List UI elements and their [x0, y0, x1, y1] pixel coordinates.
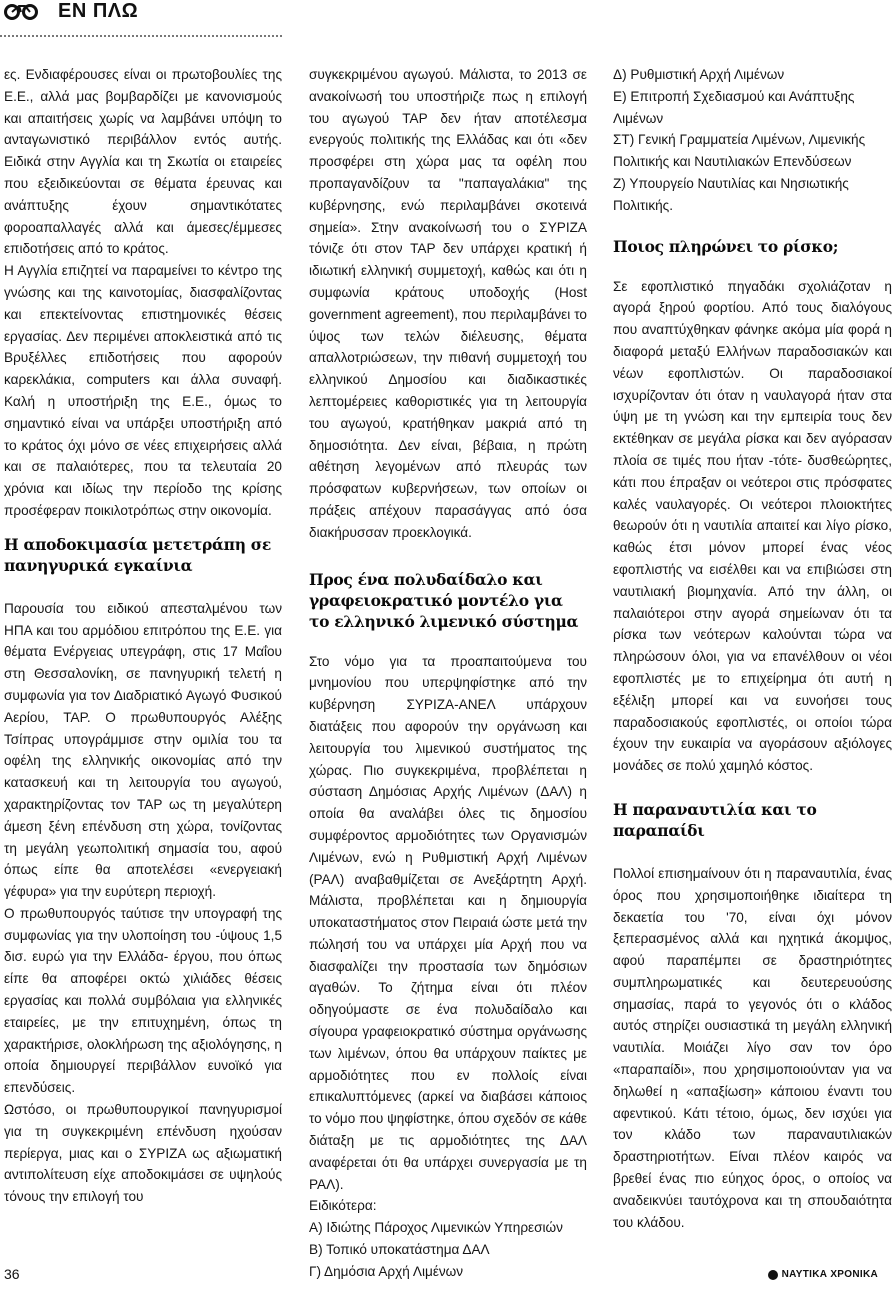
- paragraph: συγκεκριμένου αγωγού. Μάλιστα, το 2013 σε ανακοίνωσή του υποστήριζε πως η επιλογή του αγωγού TAP δεν ήταν αποτέλεσμα ενεργούς πολιτικής της Ελλάδας και ότι «δεν προσφέρει στη χώρα μας τα οφέλη που προπαγανδίζουν τα "παπαγαλάκια" της κυβέρνησης, ενώ περιλαμβάνει σκοτεινά σημεία». Στην ανακοίνωσή του ο ΣΥΡΙΖΑ τόνιζε ότι στον TAP δεν υπάρχει κρατική ή ιδιωτική ελληνική συμμετοχή, καθώς και ότι η συμφωνία κράτους υποδοχής (Host government agreement), που περιλαμβάνει το ύψος των τελών διέλευσης, θέματα απαλλοτριώσεων, την πιθανή συμμετοχή του ελληνικού Δημοσίου και διαδικαστικές λεπτομέρειες καθοριστικές για τη λειτουργία του αγωγού, κρατήθηκαν μακριά από τη δημοσιότητα. Δεν είναι, βέβαια, η πρώτη αθέτηση λεγομένων από πλευράς των πρόσφατων κυβερνήσεων, των οποίων οι πράξεις απέχουν παρασάγγας από όσα διακήρυσσαν προεκλογικά.: [309, 67, 587, 540]
- list-item: Β) Τοπικό υποκατάστημα ΔΑΛ: [309, 1242, 490, 1258]
- article-column-2: [309, 64, 587, 1283]
- article-column-1: [4, 64, 282, 1208]
- paragraph: Στο νόμο για τα προαπαιτούμενα του μνημονίου που υπερψηφίστηκε από την κυβέρνηση ΣΥΡΙΖΑ-ΑΝΕΛ υπάρχουν διατάξεις που αφορούν την οργάνωση και λειτουργία του λιμενικού συστήματος της χώρας. Πιο συγκεκριμένα, προβλέπεται η σύσταση Δημόσιας Αρχής Λιμένων (ΔΑΛ) η οποία θα αναλάβει όλες τις δημοσίου συμφέροντος αρμοδιότητες των Οργανισμών Λιμένων, ενώ η Ρυθμιστική Αρχή Λιμένων (ΡΑΛ) αναβαθμίζεται σε Ανεξάρτητη Αρχή. Μάλιστα, προβλέπεται και η δημιουργία υποκαταστήματος στον Πειραιά ώστε μετά την πώλησή του να υπάρχει μία Αρχή που να διασφαλίζει την προστασία των δημόσιων αγαθών. Το ζήτημα είναι ότι πλέον οδηγούμαστε σε ένα πολυδαίδαλο και σίγουρα γραφειοκρατικό σύστημα οργάνωσης των λιμένων, όπου θα υπάρχουν παίκτες με αρμοδιότητες που εν πολλοίς είναι επικαλυπτόμενες (αρκεί να διαβάσει κάποιος το νόμο που ψηφίστηκε, όπου σχεδόν σε κάθε διάταξη με τις αρμοδιότητες της ΔΑΛ αναφέρεται ότι θα υπάρχει συνεργασία με τη ΡΑΛ).: [309, 653, 587, 1192]
- brand-logo-icon: [768, 1270, 778, 1280]
- paragraph: ες. Ενδιαφέρουσες είναι οι πρωτοβουλίες της Ε.Ε., αλλά μας βομβαρδίζει με κανονισμούς και απαιτήσεις χωρίς να λαμβάνει υπόψη το ανταγωνιστικό περιβάλλον εντός αυτής. Ειδικά στην Αγγλία και τη Σκωτία οι εταιρείες που εξειδικεύονται σε θέματα έρευνας και ανάπτυξης έχουν σημαντικότατες φοροαπαλλαγές αλλά και άμεσες/έμμεσες επιδοτήσεις από το κράτος.: [4, 67, 282, 257]
- list-item: Α) Ιδιώτης Πάροχος Λιμενικών Υπηρεσιών: [309, 1220, 563, 1236]
- list-item: Δ) Ρυθμιστική Αρχή Λιμένων: [613, 67, 785, 82]
- paragraph: Σε εφοπλιστικό πηγαδάκι σχολιάζοταν η αγορά ξηρού φορτίου. Από τους διαλόγους που αναπτύχθηκαν φάνηκε ακόμα μία φορά η διαφορά μεταξύ Ελλήνων παραδοσιακών και νέων εφοπλιστών. Οι παραδοσιακοί ισχυρίζονταν ότι όταν η ναυλαγορά ήταν στα ύψη με τη γνώση και την εμπειρία τους δεν εκτέθηκαν σε μεγάλα ρίσκα και δεν αγόρασαν πλοία σε τιμές που ήταν -τότε- δυσθεώρητες, κάτι που έπραξαν οι νεότεροι στις πρόσφατες καλές ναυλαγορές. Οι νεότεροι πλοιοκτήτες θεωρούν ότι η ναυτιλία απαιτεί και λίγο ρίσκο, καθώς έτσι μόνον μπορεί ένας νέος εφοπλιστής να εισέλθει και να επιβιώσει στη ναυτιλιακή βιομηχανία. Από την άλλη, οι παλαιότεροι στην αγορά σημείωναν ότι τα ρίσκα των νεότερων καλούνται τώρα να πληρώσουν όλοι, για να επανέλθουν οι νέοι εφοπλιστές με το επιχείρημα ότι αυτή η εξέλιξη μπορεί και να ευνοήσει τους παραδοσιακούς εφοπλιστές, οι οποίοι τώρα έχουν την ευκαιρία να αγοράσουν αξιόλογες μονάδες σε πολύ χαμηλό κόστος.: [613, 278, 892, 774]
- paragraph: Πολλοί επισημαίνουν ότι η παραναυτιλία, ένας όρος που χρησιμοποιήθηκε ιδιαίτερα τη δεκαετία του '70, είναι όχι μόνον ξεπερασμένος αλλά και ηχητικά άκομψος, αφού παραπέμπει σε δραστηριότητες συμπληρωματικές και δευτερευούσης σημασίας, παρά το γεγονός ότι ο κλάδος αυτός στηρίζει ουσιαστικά τη μεγάλη ελληνική ναυτιλία. Μοιάζει λίγο σαν τον όρο «παραπαίδι», που χρησιμοποιούνταν για να δηλωθεί η «απαξίωση» κάποιου έναντι του αφεντικού. Κάτι τέτοιο, όμως, δεν ισχύει για τον κλάδο των παραναυτιλιακών δραστηριοτήτων. Είναι πλέον καιρός να βρεθεί ένας πιο εύηχος όρος, ο οποίος να αναδεικνύει ταυτόχρονα και τη σπουδαιότητα του κλάδου.: [613, 865, 892, 1230]
- list-item: Ζ) Υπουργείο Ναυτιλίας και Νησιωτικής Πολιτικής.: [613, 175, 849, 213]
- section-heading: Ποιος πληρώνει το ρίσκο;: [613, 236, 839, 256]
- section-title: ΕΝ ΠΛΩ: [58, 0, 139, 22]
- paragraph: Η Αγγλία επιζητεί να παραμείνει το κέντρο της γνώσης και της καινοτομίας, διασφαλίζοντας και επεκτείνοντας επιστημονικές θέσεις εργασίας. Δεν περιμένει αποκλειστικά από τις Βρυξέλλες επιδοτήσεις που αφορούν καρεκλάκια, computers και άλλα συναφή. Καλή η υποστήριξη της Ε.Ε., όμως το σημαντικό είναι να υπάρξει υποστήριξη από το κράτος όχι μόνο σε νέες επιχειρήσεις αλλά και σε παλαιότερες, που τα τελευταία 20 χρόνια και ιδίως την περίοδο της κρίσης προσέφεραν ποικιλοτρόπως στην οικονομία.: [4, 263, 282, 518]
- page-header: [0, 0, 892, 40]
- bicycle-logo-icon: [4, 3, 38, 21]
- header-divider: [0, 35, 282, 37]
- list-intro: Ειδικότερα:: [309, 1198, 377, 1214]
- paragraph: Ωστόσο, οι πρωθυπουργικοί πανηγυρισμοί για τη συγκεκριμένη επένδυση ηχούσαν περίεργα, μιας και ο ΣΥΡΙΖΑ ως αξιωματική αντιπολίτευση είχε αποδοκιμάσει σε υψηλούς τόνους την επιλογή του: [4, 1102, 282, 1205]
- list-item: Ε) Επιτροπή Σχεδιασμού και Ανάπτυξης Λιμένων: [613, 88, 855, 126]
- section-heading: Η παραναυτιλία και το παραπαίδι: [613, 799, 817, 840]
- paragraph: Ο πρωθυπουργός ταύτισε την υπογραφή της συμφωνίας για την υλοποίηση του -ύψους 1,5 δισ. ευρώ για την Ελλάδα- έργου, που όπως είπε θα αποφέρει οκτώ χιλιάδες θέσεις εργασίας και πολλά συμβόλαια για ελληνικές εταιρείες, με την επιτυχημένη, όπως τη χαρακτήρισε, ολοκλήρωση της αξιολόγησης, η οποία δημιουργεί περιβάλλον ευνοϊκό για επενδύσεις.: [4, 905, 282, 1096]
- page-number: 36: [4, 1266, 20, 1282]
- publication-brand: [768, 1269, 878, 1280]
- section-heading: Η αποδοκιμασία μετετράπη σε πανηγυρικά εγκαίνια: [4, 534, 272, 575]
- section-heading: Προς ένα πολυδαίδαλο και γραφειοκρατικό μοντέλο για το ελληνικό λιμενικό σύστημα: [309, 569, 579, 631]
- paragraph: Παρουσία του ειδικού απεσταλμένου των ΗΠΑ και του αρμόδιου επιτρόπου της Ε.Ε. για θέματα Ενέργειας υπεγράφη, στις 17 Μαΐου στη Θεσσαλονίκη, σε πανηγυρική τελετή η συμφωνία για τον Διαδριατικό Αγωγό Φυσικού Αερίου, TAP. Ο πρωθυπουργός Αλέξης Τσίπρας υπογράμμισε στην ομιλία του τα οφέλη της ελληνικής οικονομίας από την κατασκευή και τη λειτουργία του αγωγού, χαρακτηρίζοντας τον TAP ως τη μεγαλύτερη άμεση ξένη επένδυση στη χώρα, τονίζοντας τη μεγάλη γεωπολιτική σημασία του, αφού όπως είπε θα αποτελέσει «ενεργειακή γέφυρα» για την ευρύτερη περιοχή.: [4, 600, 282, 900]
- brand-name: ΝΑΥΤΙΚΑ ΧΡΟΝΙΚΑ: [781, 1269, 878, 1280]
- article-column-3: [613, 64, 892, 1233]
- list-item: ΣΤ) Γενική Γραμματεία Λιμένων, Λιμενικής Πολιτικής και Ναυτιλιακών Επενδύσεων: [613, 132, 866, 170]
- list-item: Γ) Δημόσια Αρχή Λιμένων: [309, 1263, 464, 1279]
